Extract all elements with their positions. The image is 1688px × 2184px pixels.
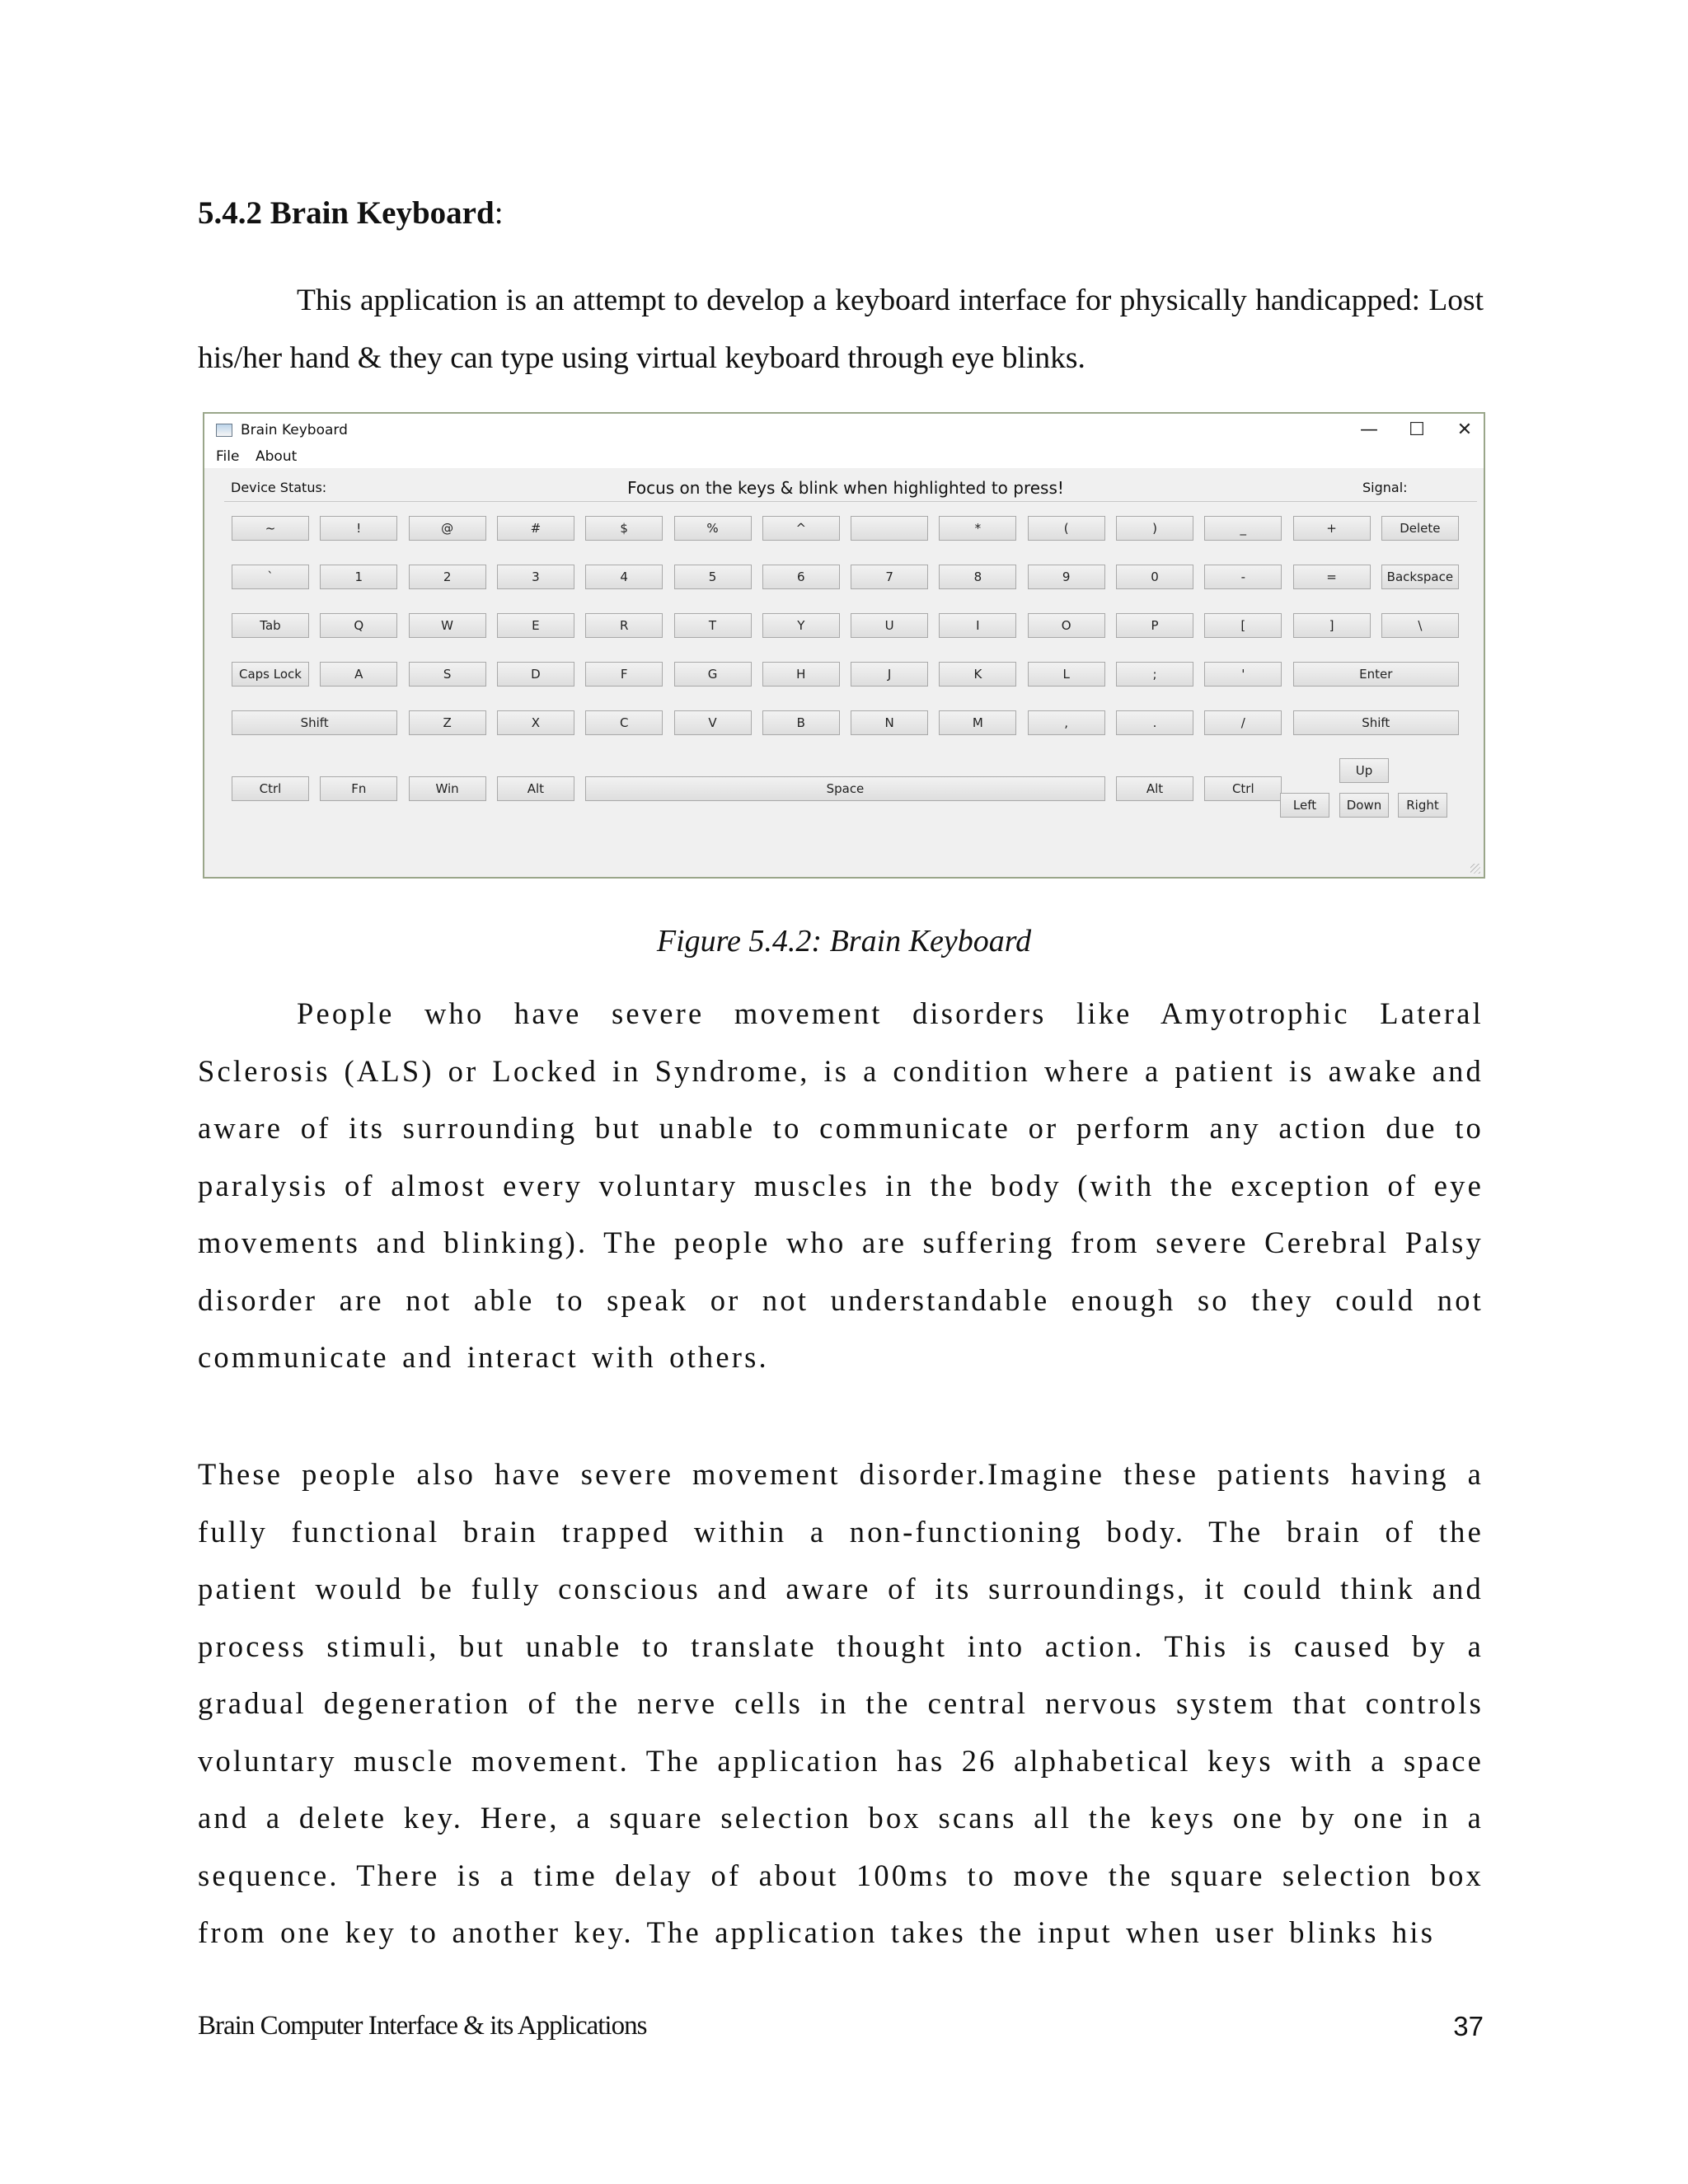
- key-arrow-down[interactable]: Down: [1339, 793, 1389, 818]
- key-r1-c3-3[interactable]: 3: [497, 565, 574, 589]
- resize-grip-icon[interactable]: [1470, 864, 1480, 874]
- body-paragraph-2: These people also have severe movement disorder.Imagine these patients having a fully functional brain trapped within a non-functioning body. The brain of the patient would be fully conscious and aware of its surroundings, it could think and process stimuli, but unable to translate thought into action. This is caused by a gradual degeneration of the nerve cells in the central nervous system that controls voluntary muscle movement. The application has 26 alphabetical keys with a space and a delete key. Here, a square selection box scans all the keys one by one in a sequence. There is a time delay of about 100ms to move the square selection box from one key to another key. The application takes the input when user blinks his: [198, 1457, 1484, 1949]
- device-status-label: Device Status:: [231, 480, 327, 495]
- key-arrow-left[interactable]: Left: [1280, 793, 1329, 818]
- key-r0-c8-symbol[interactable]: *: [939, 516, 1016, 541]
- key-r5-c0-ctrl[interactable]: Ctrl: [232, 776, 309, 801]
- key-r1-c13-backspace[interactable]: Backspace: [1381, 565, 1459, 589]
- key-r0-c3-symbol[interactable]: #: [497, 516, 574, 541]
- signal-label: Signal:: [1362, 480, 1408, 495]
- key-r0-c11-symbol[interactable]: _: [1204, 516, 1282, 541]
- key-arrow-up[interactable]: Up: [1339, 758, 1389, 783]
- key-r2-c3-e[interactable]: E: [497, 613, 574, 638]
- key-r2-c6-y[interactable]: Y: [762, 613, 840, 638]
- key-r3-c12-enter[interactable]: Enter: [1293, 662, 1459, 687]
- key-r2-c4-r[interactable]: R: [585, 613, 663, 638]
- key-r5-c2-win[interactable]: Win: [409, 776, 486, 801]
- maximize-icon[interactable]: ☐: [1409, 419, 1425, 440]
- key-r1-c0-symbol[interactable]: `: [232, 565, 309, 589]
- key-r3-c2-s[interactable]: S: [409, 662, 486, 687]
- focus-instruction: Focus on the keys & blink when highlighted to press!: [627, 478, 1064, 498]
- key-r0-c10-symbol[interactable]: ): [1116, 516, 1193, 541]
- key-r0-c9-symbol[interactable]: (: [1028, 516, 1105, 541]
- menu-about[interactable]: About: [256, 448, 298, 465]
- footer-title: Brain Computer Interface & its Applications: [198, 2011, 647, 2041]
- key-r3-c5-g[interactable]: G: [674, 662, 752, 687]
- status-divider: [224, 501, 1477, 502]
- menu-file[interactable]: File: [216, 448, 240, 465]
- key-r4-c10-symbol[interactable]: /: [1204, 710, 1282, 735]
- key-r3-c10-symbol[interactable]: ;: [1116, 662, 1193, 687]
- key-r2-c12-symbol[interactable]: ]: [1293, 613, 1371, 638]
- key-r1-c6-6[interactable]: 6: [762, 565, 840, 589]
- key-r4-c11-shift[interactable]: Shift: [1293, 710, 1459, 735]
- key-r0-c13-delete[interactable]: Delete: [1381, 516, 1459, 541]
- key-r1-c5-5[interactable]: 5: [674, 565, 752, 589]
- menu-bar: [204, 447, 1484, 468]
- key-r3-c3-d[interactable]: D: [497, 662, 574, 687]
- key-r0-c2-symbol[interactable]: @: [409, 516, 486, 541]
- key-r0-c5-symbol[interactable]: %: [674, 516, 752, 541]
- key-r4-c6-n[interactable]: N: [851, 710, 928, 735]
- close-icon[interactable]: ✕: [1456, 419, 1473, 440]
- key-r4-c4-v[interactable]: V: [674, 710, 752, 735]
- key-r4-c8-symbol[interactable]: ,: [1028, 710, 1105, 735]
- key-r5-c5-alt[interactable]: Alt: [1116, 776, 1193, 801]
- key-r3-c11-symbol[interactable]: ': [1204, 662, 1282, 687]
- key-r1-c1-1[interactable]: 1: [320, 565, 397, 589]
- key-r1-c2-2[interactable]: 2: [409, 565, 486, 589]
- key-r2-c2-w[interactable]: W: [409, 613, 486, 638]
- key-r0-c6-symbol[interactable]: ^: [762, 516, 840, 541]
- key-r2-c10-p[interactable]: P: [1116, 613, 1193, 638]
- key-r1-c7-7[interactable]: 7: [851, 565, 928, 589]
- key-r2-c11-symbol[interactable]: [: [1204, 613, 1282, 638]
- key-r2-c13-symbol[interactable]: \: [1381, 613, 1459, 638]
- brain-keyboard-screenshot: [203, 412, 1485, 879]
- key-r3-c8-k[interactable]: K: [939, 662, 1016, 687]
- body-paragraph-1: People who have severe movement disorders like Amyotrophic Lateral Sclerosis (ALS) or Locked in Syndrome, is a condition where a patient is awake and aware of its surrounding but unable to communicate or perform any action due to paralysis of almost every voluntary muscles in the body (with the exception of eye movements and blinking). The people who are suffering from severe Cerebral Palsy disorder are not able to speak or not understandable enough so they could not communicate and interact with others.: [198, 996, 1484, 1374]
- key-r4-c3-c[interactable]: C: [585, 710, 663, 735]
- key-r0-c4-symbol[interactable]: $: [585, 516, 663, 541]
- key-r5-c1-fn[interactable]: Fn: [320, 776, 397, 801]
- key-r1-c11-symbol[interactable]: -: [1204, 565, 1282, 589]
- key-r2-c0-tab[interactable]: Tab: [232, 613, 309, 638]
- key-r5-c6-ctrl[interactable]: Ctrl: [1204, 776, 1282, 801]
- key-r4-c0-shift[interactable]: Shift: [232, 710, 397, 735]
- key-r3-c9-l[interactable]: L: [1028, 662, 1105, 687]
- window-title: Brain Keyboard: [241, 422, 348, 438]
- key-r2-c1-q[interactable]: Q: [320, 613, 397, 638]
- key-r3-c4-f[interactable]: F: [585, 662, 663, 687]
- key-r5-c3-alt[interactable]: Alt: [497, 776, 574, 801]
- heading-colon: :: [494, 195, 504, 231]
- key-arrow-right[interactable]: Right: [1398, 793, 1447, 818]
- page-number: 37: [1453, 2011, 1484, 2041]
- key-r1-c10-0[interactable]: 0: [1116, 565, 1193, 589]
- key-r0-c12-symbol[interactable]: +: [1293, 516, 1371, 541]
- app-window-icon: [216, 424, 232, 437]
- key-r1-c4-4[interactable]: 4: [585, 565, 663, 589]
- key-r4-c7-m[interactable]: M: [939, 710, 1016, 735]
- key-r4-c2-x[interactable]: X: [497, 710, 574, 735]
- intro-paragraph: This application is an attempt to develop a keyboard interface for physically handicapped: Lost his/her hand & they can type using virtual keyboard through eye blinks.: [198, 284, 1484, 375]
- key-r3-c6-h[interactable]: H: [762, 662, 840, 687]
- key-r1-c12-symbol[interactable]: =: [1293, 565, 1371, 589]
- key-r0-c7-blank[interactable]: [851, 516, 928, 541]
- key-r2-c8-i[interactable]: I: [939, 613, 1016, 638]
- key-r3-c0-caps-lock[interactable]: Caps Lock: [232, 662, 309, 687]
- key-r2-c9-o[interactable]: O: [1028, 613, 1105, 638]
- key-r1-c9-9[interactable]: 9: [1028, 565, 1105, 589]
- key-r2-c7-u[interactable]: U: [851, 613, 928, 638]
- figure-caption: Figure 5.4.2: Brain Keyboard: [656, 924, 1032, 958]
- key-r0-c1-symbol[interactable]: !: [320, 516, 397, 541]
- key-r2-c5-t[interactable]: T: [674, 613, 752, 638]
- minimize-icon[interactable]: —: [1360, 419, 1378, 440]
- key-r0-c0-symbol[interactable]: ~: [232, 516, 309, 541]
- key-r3-c1-a[interactable]: A: [320, 662, 397, 687]
- key-r3-c7-j[interactable]: J: [851, 662, 928, 687]
- section-heading: [198, 194, 504, 232]
- key-r4-c9-symbol[interactable]: .: [1116, 710, 1193, 735]
- section-title: Brain Keyboard: [270, 195, 495, 231]
- key-r4-c1-z[interactable]: Z: [409, 710, 486, 735]
- key-r5-c4-space[interactable]: Space: [585, 776, 1105, 801]
- window-titlebar: [204, 414, 1484, 447]
- section-number: 5.4.2: [198, 195, 262, 231]
- key-r4-c5-b[interactable]: B: [762, 710, 840, 735]
- key-r1-c8-8[interactable]: 8: [939, 565, 1016, 589]
